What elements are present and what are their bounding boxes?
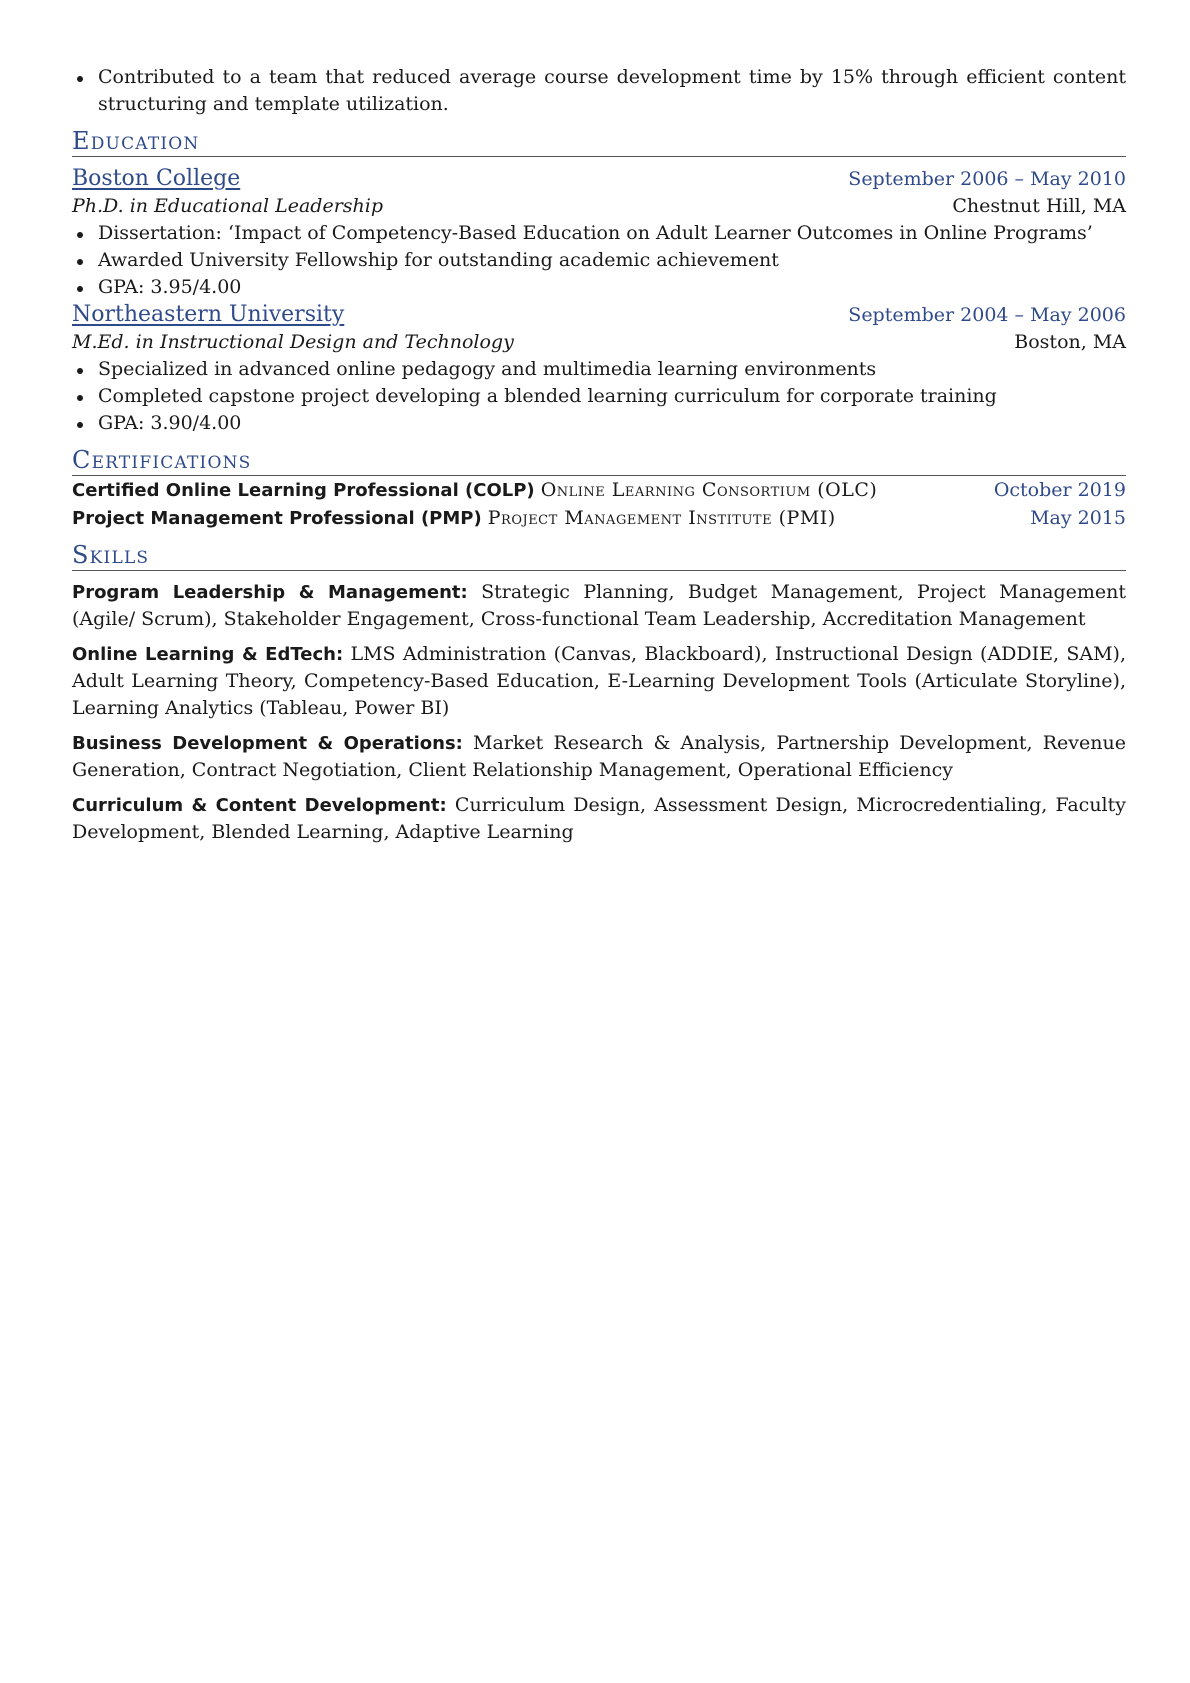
certification-issuer: Project Management Institute (PMI) <box>487 507 836 529</box>
bullet-item: Dissertation: ‘Impact of Competency-Based Education on Adult Learner Outcomes in Online Programs’ <box>72 220 1126 247</box>
school-dates: September 2004 – May 2006 <box>848 304 1126 326</box>
school-name[interactable]: Northeastern University <box>72 302 345 327</box>
skill-group <box>72 579 1126 633</box>
certification-date: May 2015 <box>1030 507 1126 529</box>
education-entry <box>72 301 1126 437</box>
bullet-item: Awarded University Fellowship for outstanding academic achievement <box>72 247 1126 274</box>
certification-date: October 2019 <box>993 479 1126 501</box>
education-bullets <box>72 356 1126 437</box>
certification-row <box>72 477 1126 504</box>
skill-group <box>72 730 1126 784</box>
certification-name: Certified Online Learning Professional (COLP) <box>72 480 535 501</box>
skill-group-label: Business Development & Operations: <box>72 733 463 754</box>
skill-group <box>72 641 1126 722</box>
degree: M.Ed. in Instructional Design and Technology <box>72 331 514 353</box>
school-location: Chestnut Hill, MA <box>952 195 1126 217</box>
bullet-item: Contributed to a team that reduced average course development time by 15% through efficient content structuring and template utilization. <box>72 64 1126 118</box>
skill-group-text: Strategic Planning, Budget Management, Project Management (Agile/ Scrum), Stakeholder Engagement, Cross-functional Team Leadership, Accreditation Management <box>72 581 1126 630</box>
skill-group-label: Program Leadership & Management: <box>72 582 468 603</box>
bullet-item: GPA: 3.90/4.00 <box>72 410 1126 437</box>
experience-bullets-continued <box>72 64 1126 118</box>
degree: Ph.D. in Educational Leadership <box>72 195 384 217</box>
bullet-item: Completed capstone project developing a blended learning curriculum for corporate training <box>72 383 1126 410</box>
school-name[interactable]: Boston College <box>72 166 241 191</box>
bullet-item: GPA: 3.95/4.00 <box>72 274 1126 301</box>
education-entry <box>72 165 1126 301</box>
certification-issuer: Online Learning Consortium (OLC) <box>540 479 878 501</box>
education-heading: Education <box>72 126 1126 157</box>
certifications-heading: Certifications <box>72 445 1126 476</box>
skill-group-label: Curriculum & Content Development: <box>72 795 447 816</box>
certification-row <box>72 505 1126 532</box>
skill-group-text: Curriculum Design, Assessment Design, Microcredentialing, Faculty Development, Blended Learning, Adaptive Learning <box>72 794 1127 843</box>
bullet-item: Specialized in advanced online pedagogy and multimedia learning environments <box>72 356 1126 383</box>
skill-group-text: Market Research & Analysis, Partnership Development, Revenue Generation, Contract Negotiation, Client Relationship Management, Operational Efficiency <box>72 732 1126 781</box>
school-dates: September 2006 – May 2010 <box>848 168 1126 190</box>
skills-heading: Skills <box>72 540 1126 571</box>
skill-group <box>72 792 1126 846</box>
skill-group-text: LMS Administration (Canvas, Blackboard), Instructional Design (ADDIE, SAM), Adult Learning Theory, Competency-Based Education, E-Learning Development Tools (Articulate Storyline), Learning Analytics (Tableau, Power BI) <box>72 643 1126 719</box>
resume-content <box>72 64 1126 846</box>
education-bullets <box>72 220 1126 301</box>
school-location: Boston, MA <box>1014 331 1126 353</box>
skill-group-label: Online Learning & EdTech: <box>72 644 344 665</box>
certification-name: Project Management Professional (PMP) <box>72 508 482 529</box>
